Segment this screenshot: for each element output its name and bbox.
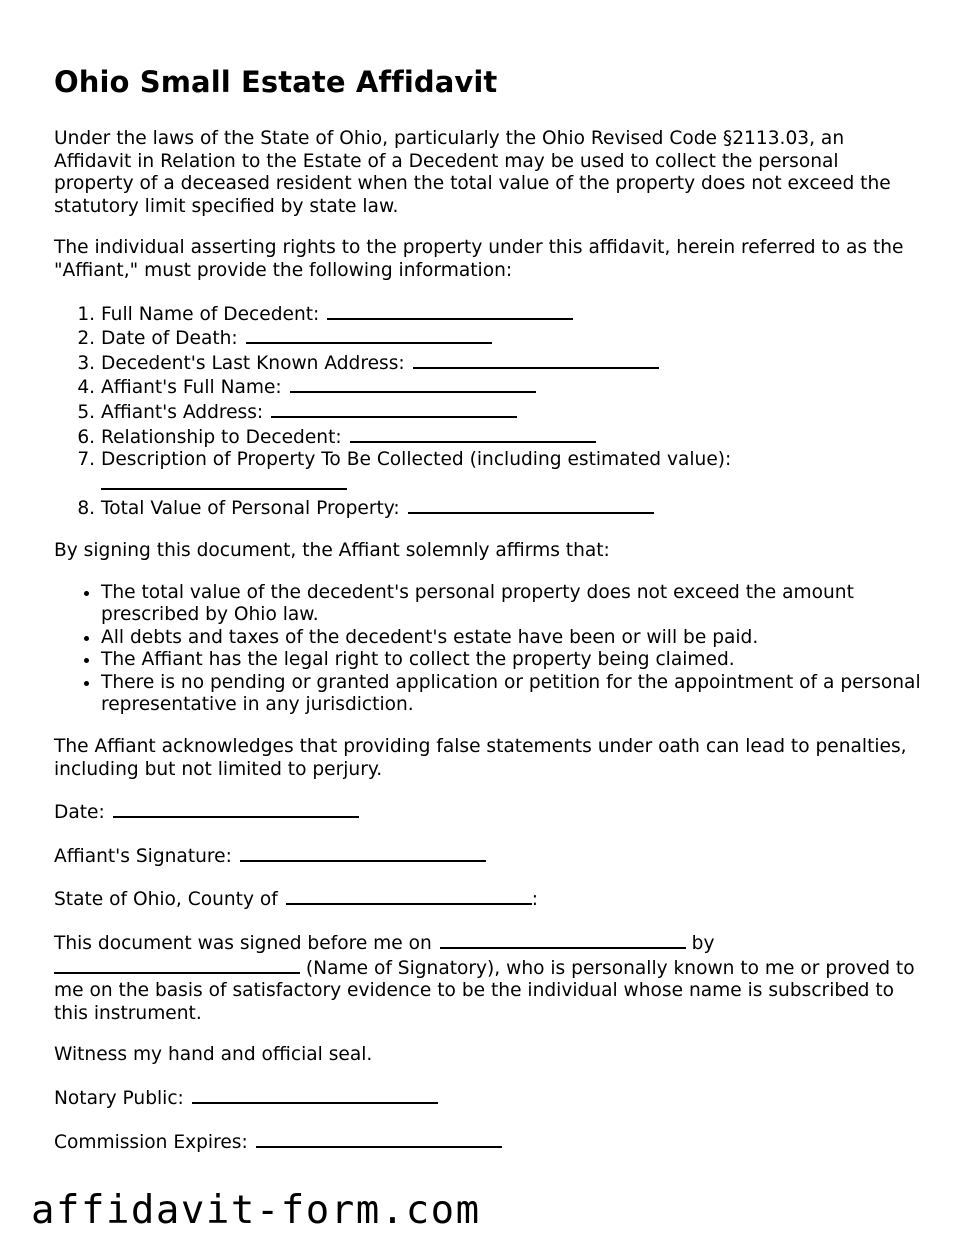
field-label: Affiant's Full Name:	[101, 377, 282, 399]
relationship-field[interactable]	[350, 425, 596, 443]
signature-line	[54, 844, 924, 869]
list-item	[101, 425, 924, 450]
list-item	[101, 351, 924, 376]
county-field[interactable]	[286, 887, 532, 905]
page-title: Ohio Small Estate Affidavit	[54, 65, 498, 99]
county-suffix: :	[531, 889, 538, 911]
intro-paragraph: Under the laws of the State of Ohio, particularly the Ohio Revised Code §2113.03, an Affidavit in Relation to the Estate of a Decedent may be used to collect the personal property of a deceased resident when the total value of the property does not exceed the statutory limit specified by state law.	[54, 128, 891, 217]
information-fields-list	[54, 302, 924, 521]
notary-text-end: (Name of Signatory), who is personally known to me or proved to me on the basis of satisfactory evidence to be the individual whose name is subscribed to this instrument.	[54, 957, 915, 1024]
list-item	[101, 449, 924, 496]
notary-public-line	[54, 1086, 924, 1111]
affidavit-document	[54, 62, 924, 1173]
decedent-name-field[interactable]	[327, 302, 573, 320]
list-item: • The Affiant has the legal right to collect the property being claimed.	[101, 649, 924, 672]
notary-public-field[interactable]	[192, 1086, 438, 1104]
signatory-name-field[interactable]	[54, 956, 300, 974]
list-item	[101, 326, 924, 351]
list-item	[101, 400, 924, 425]
notary-public-label: Notary Public:	[54, 1088, 184, 1109]
list-item: • The total value of the decedent's personal property does not exceed the amount prescribed by Ohio law.	[101, 582, 924, 627]
list-item	[101, 302, 924, 327]
field-label: Total Value of Personal Property:	[101, 498, 400, 520]
site-watermark-logo: affidavit-form.com	[31, 1188, 481, 1233]
date-of-death-field[interactable]	[246, 326, 492, 344]
commission-expires-field[interactable]	[256, 1130, 502, 1148]
affirmations-list	[54, 582, 924, 718]
field-label: Decedent's Last Known Address:	[101, 352, 405, 374]
list-item	[101, 375, 924, 400]
field-label: Date of Death:	[101, 328, 238, 350]
affiant-intro-paragraph: The individual asserting rights to the property under this affidavit, herein referred to as the "Affiant," must provide the following information:	[54, 237, 904, 281]
field-label: Full Name of Decedent:	[101, 303, 320, 325]
date-line	[54, 800, 924, 825]
date-field[interactable]	[113, 800, 359, 818]
decedent-address-field[interactable]	[413, 351, 659, 369]
field-label: Affiant's Address:	[101, 401, 264, 423]
field-label: Relationship to Decedent:	[101, 426, 342, 448]
list-item: • There is no pending or granted application or petition for the appointment of a personal representative in any jurisdiction.	[101, 672, 924, 717]
witness-line: Witness my hand and official seal.	[54, 1044, 373, 1066]
list-item: • All debts and taxes of the decedent's estate have been or will be paid.	[101, 627, 924, 650]
commission-label: Commission Expires:	[54, 1131, 248, 1153]
affiant-address-field[interactable]	[271, 400, 517, 418]
commission-line	[54, 1130, 924, 1155]
signature-label: Affiant's Signature:	[54, 845, 232, 867]
signed-date-field[interactable]	[440, 931, 686, 949]
notary-paragraph	[54, 931, 924, 1025]
total-value-field[interactable]	[408, 496, 654, 514]
county-line	[54, 887, 924, 912]
date-label: Date:	[54, 802, 105, 824]
field-label: Description of Property To Be Collected (including estimated value):	[101, 449, 732, 471]
property-description-field[interactable]	[101, 472, 347, 490]
acknowledgment-paragraph: The Affiant acknowledges that providing false statements under oath can lead to penalties, including but not limited to perjury.	[54, 736, 907, 780]
signature-field[interactable]	[240, 844, 486, 862]
notary-text-by: by	[691, 933, 715, 955]
affirm-intro-paragraph: By signing this document, the Affiant solemnly affirms that:	[54, 539, 610, 561]
notary-text-start: This document was signed before me on	[54, 933, 432, 955]
list-item	[101, 496, 924, 521]
affiant-name-field[interactable]	[290, 375, 536, 393]
county-label: State of Ohio, County of	[54, 889, 278, 911]
